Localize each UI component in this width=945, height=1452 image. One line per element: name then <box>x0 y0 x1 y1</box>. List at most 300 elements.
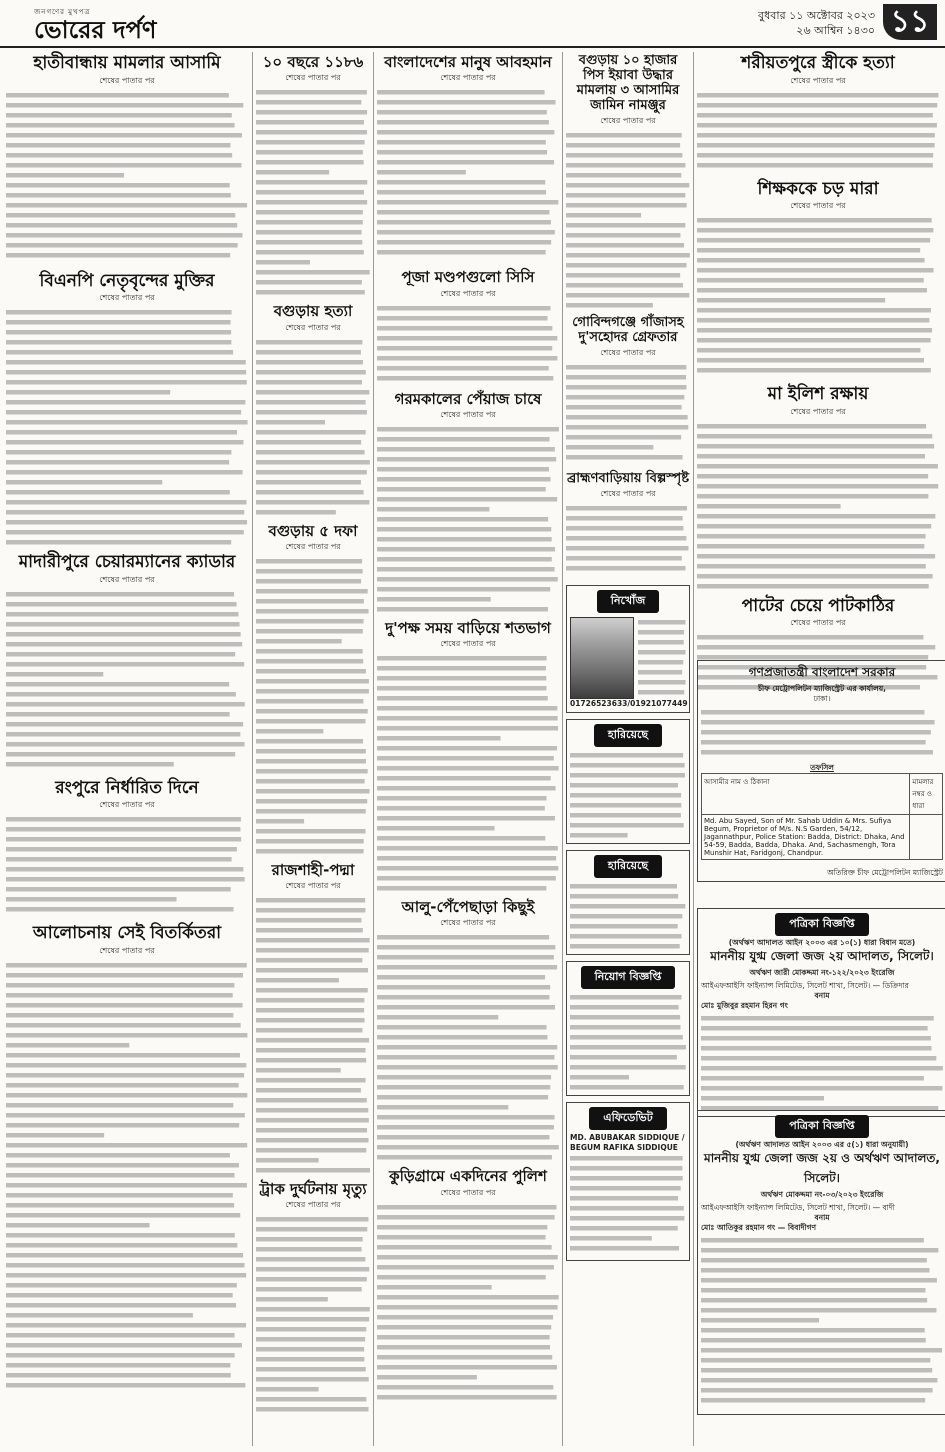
text-line <box>256 510 336 515</box>
text-line <box>256 1217 368 1222</box>
text-line <box>256 1357 364 1362</box>
text-line <box>377 1265 554 1270</box>
text-line <box>566 435 681 440</box>
text-line <box>570 884 677 889</box>
text-line <box>697 103 937 108</box>
article <box>377 1168 559 1401</box>
text-line <box>256 1038 369 1043</box>
text-line <box>638 630 684 635</box>
text-line <box>377 306 550 311</box>
versus: বনাম <box>814 1213 830 1222</box>
text-line <box>377 945 555 950</box>
text-line <box>377 1035 547 1040</box>
text-line <box>377 427 559 432</box>
date-block <box>758 8 875 38</box>
text-line <box>256 160 364 165</box>
text-line <box>377 90 545 95</box>
notice-body <box>570 992 686 1092</box>
continued-label: শেষের পাতার পর <box>790 201 846 211</box>
text-line <box>570 1035 683 1040</box>
text-line <box>256 759 366 764</box>
article <box>697 180 939 380</box>
text-line <box>6 1163 239 1168</box>
headline: মাদারীপুরে চেয়ারম্যানের ক্যাডার <box>18 552 236 573</box>
continued-label: শেষের পাতার পর <box>99 945 155 955</box>
text-lines <box>377 653 559 893</box>
continued-label: শেষের পাতার পর <box>99 800 155 810</box>
text-line <box>256 1237 363 1242</box>
text-line <box>6 320 231 325</box>
headline: পূজা মণ্ডপগুলো সিসি <box>401 268 535 287</box>
text-line <box>256 689 369 694</box>
text-line <box>570 1226 678 1231</box>
text-line <box>638 680 686 685</box>
text-line <box>256 1128 367 1133</box>
article-body <box>377 303 559 385</box>
notice-body <box>570 1153 686 1257</box>
text-line <box>256 1118 369 1123</box>
text-line <box>377 766 559 771</box>
text-line <box>6 1133 104 1138</box>
text-line <box>256 190 364 195</box>
text-line <box>6 410 241 415</box>
text-line <box>6 877 245 882</box>
text-line <box>377 547 555 552</box>
text-line <box>377 356 557 361</box>
text-line <box>256 719 365 724</box>
text-line <box>697 368 931 373</box>
article <box>6 779 248 919</box>
text-line <box>697 464 938 469</box>
headline: বগুড়ায় হত্যা <box>273 302 353 321</box>
text-line <box>377 1115 555 1120</box>
text-line <box>377 776 551 781</box>
text-line <box>701 1318 819 1323</box>
text-line <box>6 440 243 445</box>
headline: আলোচনায় সেই বিতর্কিতরা <box>32 923 222 944</box>
text-line <box>6 887 231 892</box>
text-line <box>566 556 682 561</box>
notice-body <box>701 1235 943 1411</box>
text-line <box>697 248 920 253</box>
text-line <box>377 806 545 811</box>
text-line <box>701 1298 927 1303</box>
text-line <box>377 826 495 831</box>
text-line <box>256 599 364 604</box>
text-line <box>256 839 364 844</box>
text-line <box>256 779 365 784</box>
text-line <box>6 837 241 842</box>
text-line <box>6 233 242 238</box>
text-line <box>377 120 549 125</box>
text-line <box>6 540 231 545</box>
text-lines <box>377 303 559 385</box>
notice-title: পত্রিকা বিজ্ঞপ্তি <box>775 913 868 936</box>
text-line <box>256 938 370 943</box>
text-line <box>256 699 363 704</box>
column-divider <box>373 52 374 1446</box>
text-line <box>566 203 687 208</box>
text-line <box>697 434 932 439</box>
text-line <box>6 450 231 455</box>
notice-case: অর্থঋণ জারী মোকদ্দমা নং-১২২/২০২৩ ইংরেজি <box>749 968 895 977</box>
notice-defendant: মোঃ মুজিবুর রহমান হিরন গং <box>701 1001 788 1010</box>
text-line <box>6 622 240 627</box>
text-line <box>570 1176 683 1181</box>
text-line <box>256 948 369 953</box>
text-line <box>697 454 925 459</box>
text-line <box>566 425 688 430</box>
article <box>256 1181 370 1414</box>
text-line <box>256 958 362 963</box>
article-body <box>6 90 248 266</box>
text-line <box>377 230 555 235</box>
text-line <box>256 1407 369 1412</box>
text-line <box>377 487 546 492</box>
text-line <box>6 1243 237 1248</box>
text-line <box>701 1358 930 1363</box>
notice-title: এফিডেভিট <box>589 1107 666 1130</box>
article-body <box>6 589 248 773</box>
text-line <box>570 934 681 939</box>
article-body <box>256 556 370 856</box>
text-line <box>377 935 549 940</box>
text-line <box>256 150 363 155</box>
text-lines <box>6 589 248 773</box>
schedule-table <box>701 773 943 860</box>
text-line <box>566 223 685 228</box>
text-line <box>697 635 923 640</box>
text-line <box>256 1247 362 1252</box>
text-line <box>6 612 238 617</box>
text-line <box>256 908 365 913</box>
notice-body <box>570 750 686 840</box>
text-line <box>701 1288 925 1293</box>
text-line <box>256 1307 370 1312</box>
text-line <box>6 400 245 405</box>
text-line <box>256 579 361 584</box>
text-line <box>377 1225 547 1230</box>
defendant-role: বিবাদীগণ <box>787 1223 817 1232</box>
text-line <box>570 924 678 929</box>
notice-court: মাননীয় যুগ্ম জেলা জজ ২য় আদালত, সিলেট। <box>710 949 934 963</box>
text-line <box>697 228 933 233</box>
text-line <box>377 130 554 135</box>
text-line <box>566 536 686 541</box>
text-line <box>697 584 929 589</box>
text-line <box>256 370 366 375</box>
text-line <box>570 944 680 949</box>
text-lines <box>697 90 939 174</box>
text-line <box>377 1105 508 1110</box>
text-line <box>570 1206 684 1211</box>
notice-body <box>638 617 686 697</box>
text-line <box>6 1363 230 1368</box>
accused-details: Md. Abu Sayed, Son of Mr. Sahab Uddin & Mrs. Sufiya Begum, Proprietor of M/s. N.S Garden, 54/12, Jagannathpur, Police Station: Badda, District: Dhaka, And 54-59, Badda, Badda, Dhaka. And, Sachasmengh, Tora Munshir Hat, Faridgonj, Chandpur. <box>702 815 910 860</box>
text-line <box>697 544 924 549</box>
text-line <box>377 1015 498 1020</box>
text-line <box>377 1375 477 1380</box>
notice-title: নিয়োগ বিজ্ঞপ্তি <box>581 966 676 989</box>
article-body <box>6 814 248 918</box>
notice-body <box>570 881 686 951</box>
text-line <box>697 645 935 650</box>
text-line <box>6 133 242 138</box>
text-line <box>377 457 556 462</box>
text-line <box>377 180 545 185</box>
text-lines <box>570 1153 686 1257</box>
text-line <box>377 1355 552 1360</box>
text-line <box>570 1216 684 1221</box>
article <box>6 553 248 773</box>
text-line <box>256 809 366 814</box>
text-line <box>701 1258 927 1263</box>
text-line <box>6 1343 242 1348</box>
text-line <box>566 415 688 420</box>
text-line <box>6 193 231 198</box>
text-line <box>256 1018 365 1023</box>
article <box>566 54 690 310</box>
text-line <box>6 702 245 707</box>
text-line <box>6 672 103 677</box>
text-line <box>377 1295 559 1300</box>
article <box>377 54 559 263</box>
continued-label: শেষের পাতার পর <box>285 881 341 890</box>
text-line <box>377 856 556 861</box>
text-line <box>697 133 935 138</box>
headline: বিএনপি নেতৃবৃন্দের মুক্তির <box>39 270 215 291</box>
text-line <box>377 1055 554 1060</box>
notice-gov: গণপ্রজাতন্ত্রী বাংলাদেশ সরকার <box>748 665 896 679</box>
text-line <box>697 163 933 168</box>
text-line <box>566 303 653 308</box>
column-2 <box>256 52 370 1420</box>
text-line <box>6 1213 240 1218</box>
text-line <box>697 338 931 343</box>
text-line <box>701 1338 926 1343</box>
text-line <box>570 904 685 909</box>
text-line <box>697 358 924 363</box>
court-notice-1 <box>697 660 945 882</box>
text-line <box>701 1026 928 1031</box>
text-line <box>6 1073 244 1078</box>
text-line <box>6 1313 193 1318</box>
text-line <box>377 1205 556 1210</box>
text-line <box>697 143 935 148</box>
text-line <box>377 100 556 105</box>
text-line <box>6 153 232 158</box>
text-lines <box>701 707 943 763</box>
text-line <box>377 1245 552 1250</box>
text-line <box>697 278 924 283</box>
text-line <box>701 1308 936 1313</box>
text-line <box>377 1275 546 1280</box>
text-line <box>697 268 934 273</box>
text-line <box>6 642 242 647</box>
text-line <box>256 729 323 734</box>
text-line <box>256 619 364 624</box>
text-line <box>377 876 556 881</box>
text-line <box>697 564 926 569</box>
text-line <box>256 1108 368 1113</box>
text-line <box>256 1028 362 1033</box>
headline: শরীয়তপুরে স্ত্রীকে হত্যা <box>741 53 895 73</box>
text-line <box>256 1347 364 1352</box>
text-line <box>6 1273 246 1278</box>
text-line <box>256 500 369 505</box>
text-line <box>377 210 549 215</box>
text-line <box>256 230 362 235</box>
text-line <box>256 380 362 385</box>
text-line <box>697 574 933 579</box>
text-line <box>701 750 933 755</box>
text-line <box>6 1143 247 1148</box>
text-line <box>256 460 370 465</box>
affidavit-notice <box>566 1102 690 1261</box>
lost-notice <box>566 850 690 955</box>
text-line <box>570 823 684 828</box>
notice-body <box>701 707 943 763</box>
text-line <box>701 1076 924 1081</box>
text-line <box>6 430 237 435</box>
text-line <box>256 110 367 115</box>
notice-act: (অর্থঋণ আদালত আইন ২০০৩ এর ১০(১) ধারা বিধান মতে) <box>728 938 916 947</box>
article-body <box>377 1202 559 1402</box>
text-line <box>256 360 363 365</box>
article-body <box>566 362 690 466</box>
text-line <box>377 886 546 891</box>
text-line <box>377 706 557 711</box>
text-line <box>6 173 124 178</box>
text-line <box>697 524 931 529</box>
text-line <box>6 752 235 757</box>
missing-person-photo <box>570 617 634 699</box>
text-line <box>377 1045 557 1050</box>
text-lines <box>566 130 690 310</box>
text-line <box>377 557 552 562</box>
text-line <box>256 739 363 744</box>
text-line <box>697 534 926 539</box>
brand-tagline: জনগণের মুখপত্র <box>34 8 91 16</box>
text-line <box>697 494 928 499</box>
text-line <box>701 710 924 715</box>
text-line <box>6 510 244 515</box>
text-line <box>256 1148 366 1153</box>
text-line <box>256 200 367 205</box>
text-line <box>6 1323 246 1328</box>
text-line <box>566 516 683 521</box>
continued-label: শেষের পাতার পর <box>440 409 496 419</box>
text-line <box>701 1036 931 1041</box>
text-lines <box>638 617 686 697</box>
date-bengali: ২৬ আশ্বিন ১৪৩০ <box>796 24 875 37</box>
headline: ট্রাক দুর্ঘটনায় মৃত্যু <box>259 1180 367 1198</box>
text-line <box>6 1253 243 1258</box>
text-line <box>6 243 238 248</box>
column-divider <box>693 52 694 1446</box>
text-lines <box>256 895 370 1175</box>
text-line <box>256 609 369 614</box>
article-body <box>697 421 939 591</box>
text-line <box>256 1297 328 1302</box>
text-line <box>377 995 549 1000</box>
text-line <box>256 928 363 933</box>
article <box>566 316 690 466</box>
text-line <box>6 460 229 465</box>
text-lines <box>377 424 559 614</box>
text-line <box>377 1235 546 1240</box>
text-line <box>6 490 230 495</box>
text-line <box>377 517 548 522</box>
text-line <box>6 907 234 912</box>
continued-label: শেষের পাতার পর <box>790 406 846 416</box>
text-lines <box>256 1214 370 1414</box>
text-line <box>6 1093 247 1098</box>
text-line <box>697 424 926 429</box>
text-line <box>697 328 932 333</box>
text-line <box>377 1125 554 1130</box>
text-line <box>377 696 548 701</box>
notice-case: অর্থঋণ মোকদ্দমা নং-০৩/২০২৩ ইংরেজি <box>760 1190 884 1199</box>
notice-body <box>701 1013 943 1113</box>
text-line <box>697 484 938 489</box>
text-line <box>377 1285 492 1290</box>
text-line <box>377 527 551 532</box>
text-line <box>256 430 366 435</box>
text-line <box>6 163 241 168</box>
text-line <box>256 1088 361 1093</box>
text-line <box>256 440 361 445</box>
text-line <box>6 867 243 872</box>
text-line <box>377 836 545 841</box>
text-line <box>256 589 368 594</box>
text-line <box>6 857 232 862</box>
text-line <box>256 849 364 854</box>
text-line <box>377 220 551 225</box>
text-line <box>570 753 683 758</box>
text-line <box>377 1075 551 1080</box>
text-line <box>377 746 557 751</box>
text-line <box>6 732 240 737</box>
article-body <box>377 87 559 263</box>
text-line <box>566 365 686 370</box>
text-line <box>701 1248 938 1253</box>
text-line <box>697 308 931 313</box>
text-line <box>566 375 686 380</box>
headline: বগুড়ায় ১০ হাজার পিস ইয়াবা উদ্ধার মামলায় ৩ আসামির জামিন নামঞ্জুর <box>576 53 680 113</box>
text-line <box>256 470 367 475</box>
text-line <box>6 847 237 852</box>
schedule-label: তফসিল <box>810 763 834 772</box>
text-line <box>697 218 932 223</box>
text-line <box>701 1278 937 1283</box>
text-lines <box>566 362 690 466</box>
column-divider <box>252 52 253 1446</box>
text-line <box>701 730 931 735</box>
text-line <box>566 153 682 158</box>
text-line <box>377 1345 550 1350</box>
text-line <box>570 1196 678 1201</box>
text-line <box>377 1305 558 1310</box>
text-lines <box>697 421 939 591</box>
text-line <box>6 370 246 375</box>
page-number: ১১ <box>883 4 937 40</box>
text-line <box>6 1063 246 1068</box>
company-name: আইএফআইসি ফাইন্যান্স লিমিটেড, সিলেট শাখা, সিলেট। <box>701 1203 871 1212</box>
text-line <box>6 380 247 385</box>
text-line <box>256 410 367 415</box>
text-line <box>6 113 232 118</box>
